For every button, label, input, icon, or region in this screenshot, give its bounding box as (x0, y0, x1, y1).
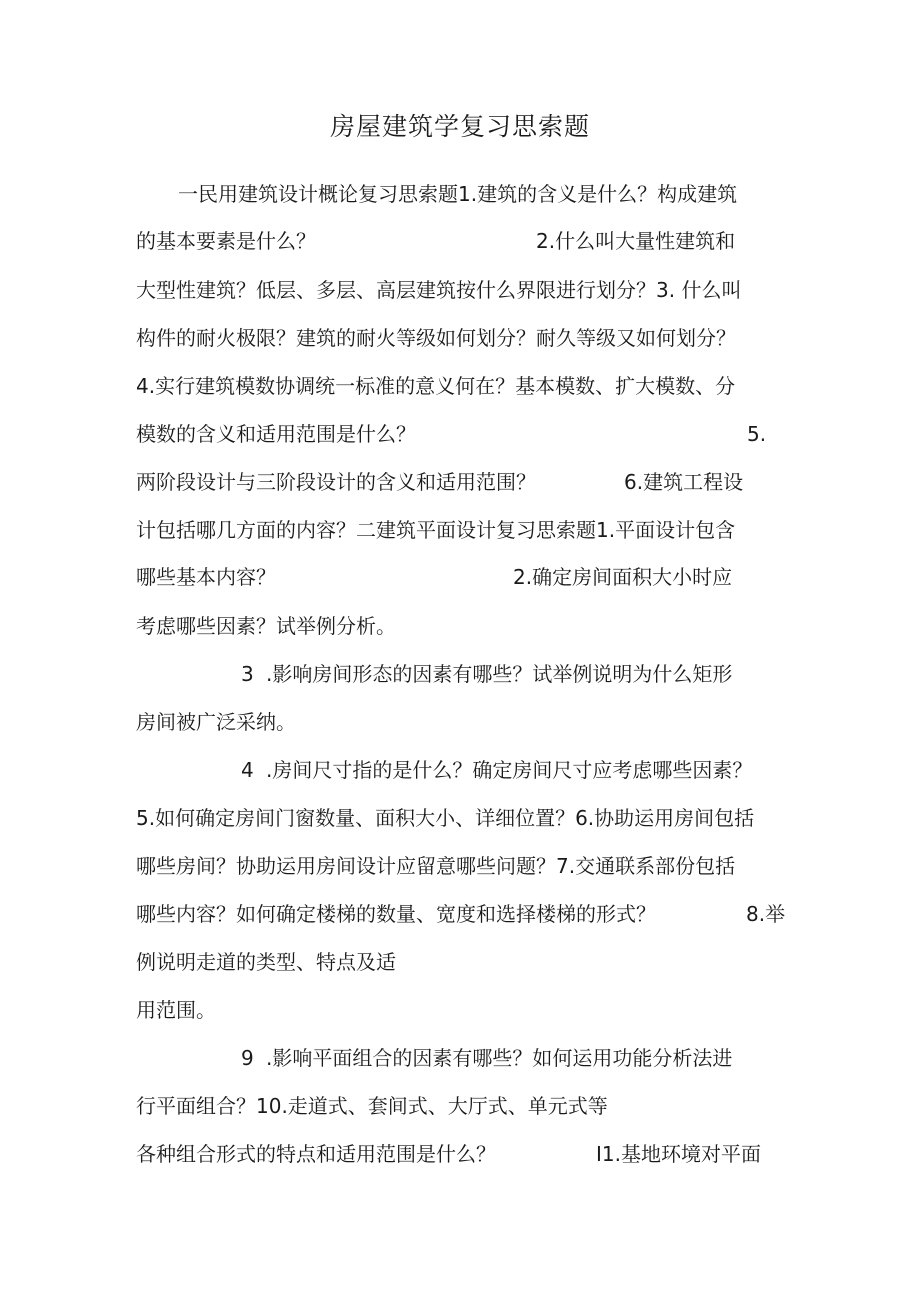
text-segment: 哪些房间？协助运用房间设计应留意哪些问题？7.交通联系部份包括 (136, 854, 736, 878)
text-segment: 5. (747, 422, 767, 446)
text-segment: 的基本要素是什么？ (136, 229, 316, 253)
text-segment: 2.什么叫大量性建筑和 (536, 229, 736, 253)
text-segment: 哪些基本内容？ (136, 565, 276, 589)
text-segment: 2.确定房间面积大小时应 (513, 565, 733, 589)
text-segment: 哪些内容？如何确定楼梯的数量、宽度和选择楼梯的形式？ (136, 902, 656, 926)
text-segment: 大型性建筑？低层、多层、高层建筑按什么界限进行划分？3. 什么叫 (136, 278, 742, 302)
text-segment: 用范围。 (136, 998, 216, 1022)
text-line (136, 1092, 608, 1120)
text-segment: 房间被广泛采纳。 (136, 710, 296, 734)
list-number: 4 (241, 758, 254, 782)
text-segment: 模数的含义和适用范围是什么？ (136, 422, 416, 446)
text-line (136, 1140, 836, 1168)
text-segment: 4.实行建筑模数协调统一标准的意义何在？基本模数、扩大模数、分 (136, 374, 736, 398)
text-line (241, 756, 801, 784)
text-line (136, 804, 754, 832)
text-line (241, 660, 801, 688)
text-line (178, 180, 737, 208)
text-segment: .房间尺寸指的是什么？确定房间尺寸应考虑哪些因素？ (266, 758, 753, 782)
text-segment: .影响平面组合的因素有哪些？如何运用功能分析法进 (266, 1046, 733, 1070)
text-segment: 例说明走道的类型、特点及适 (136, 950, 396, 974)
text-line (136, 276, 741, 304)
text-segment: 考虑哪些因素？试举例分析。 (136, 614, 396, 638)
text-line (136, 948, 396, 976)
text-segment: 两阶段设计与三阶段设计的含义和适用范围？ (136, 470, 536, 494)
text-segment: 8.举 (746, 902, 786, 926)
text-segment: 一民用建筑设计概论复习思索题1.建筑的含义是什么？构成建筑 (178, 182, 738, 206)
text-line (136, 900, 836, 928)
text-line (136, 516, 735, 544)
list-number: 3 (241, 662, 254, 686)
text-line (136, 708, 296, 736)
text-line (136, 324, 736, 352)
text-segment: 构件的耐火极限？建筑的耐火等级如何划分？耐久等级又如何划分？ (136, 326, 736, 350)
text-line (136, 996, 216, 1024)
text-segment: I1.基地环境对平面 (596, 1142, 761, 1166)
text-line (241, 1044, 801, 1072)
text-segment: 6.建筑工程设 (624, 470, 744, 494)
list-number: 9 (241, 1046, 254, 1070)
text-segment: 5.如何确定房间门窗数量、面积大小、详细位置？6.协助运用房间包括 (136, 806, 755, 830)
text-line (136, 612, 396, 640)
text-line (136, 372, 735, 400)
text-line (136, 468, 836, 496)
text-line (136, 563, 836, 591)
text-line (136, 420, 836, 448)
text-segment: .影响房间形态的因素有哪些？试举例说明为什么矩形 (266, 662, 733, 686)
text-line (136, 227, 836, 255)
text-line (136, 852, 735, 880)
text-segment: 行平面组合？10.走道式、套间式、大厅式、单元式等 (136, 1094, 608, 1118)
document-title: 房屋建筑学复习思索题 (329, 112, 590, 141)
text-segment: 计包括哪几方面的内容？二建筑平面设计复习思索题1.平面设计包含 (136, 518, 736, 542)
text-segment: 各种组合形式的特点和适用范围是什么？ (136, 1142, 496, 1166)
